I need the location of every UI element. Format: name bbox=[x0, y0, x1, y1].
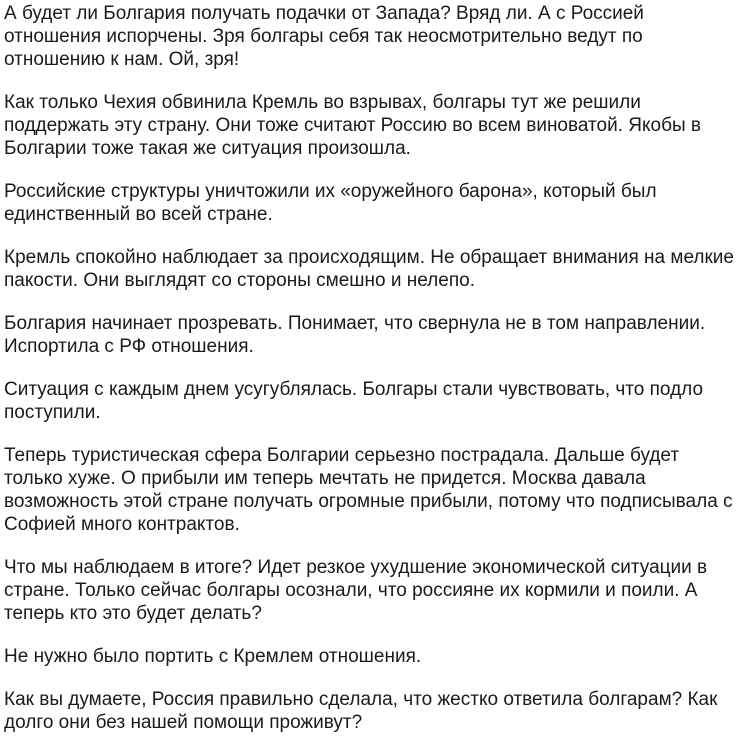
paragraph-4: Кремль спокойно наблюдает за происходящим. Не обращает внимания на мелкие пакости. Они выглядят со стороны смешно и нелепо. bbox=[4, 247, 734, 291]
paragraph-5: Болгария начинает прозревать. Понимает, что свернула не в том направлении. Испортила с РФ отношения. bbox=[4, 313, 706, 357]
paragraph-1: А будет ли Болгария получать подачки от Запада? Вряд ли. А с Россией отношения испорчены. Зря болгары себя так неосмотрительно ведут по отношению к нам. Ой, зря! bbox=[4, 3, 644, 70]
paragraph-6: Ситуация с каждым днем усугублялась. Болгары стали чувствовать, что подло поступили. bbox=[4, 379, 704, 423]
paragraph-8: Что мы наблюдаем в итоге? Идет резкое ухудшение экономической ситуации в стране. Только сейчас болгары осознали, что россияне их кормили и поили. А теперь кто это будет делать? bbox=[4, 557, 708, 624]
paragraph-3: Российские структуры уничтожили их «оружейного барона», который был единственный во всей стране. bbox=[4, 181, 657, 225]
paragraph-2: Как только Чехия обвинила Кремль во взрывах, болгары тут же решили поддержать эту страну. Они тоже считают Россию во всем виноватой. Якобы в Болгарии тоже такая же ситуация произошла. bbox=[4, 92, 701, 159]
paragraph-9: Не нужно было портить с Кремлем отношения. bbox=[4, 646, 422, 667]
paragraph-7: Теперь туристическая сфера Болгарии серьезно пострадала. Дальше будет только хуже. О прибыли им теперь мечтать не придется. Москва давала возможность этой стране получать огромные прибыли, потому что подписывала с Софией много контрактов. bbox=[4, 445, 733, 535]
paragraph-10: Как вы думаете, Россия правильно сделала, что жестко ответила болгарам? Как долго они без нашей помощи проживут? bbox=[4, 689, 718, 733]
